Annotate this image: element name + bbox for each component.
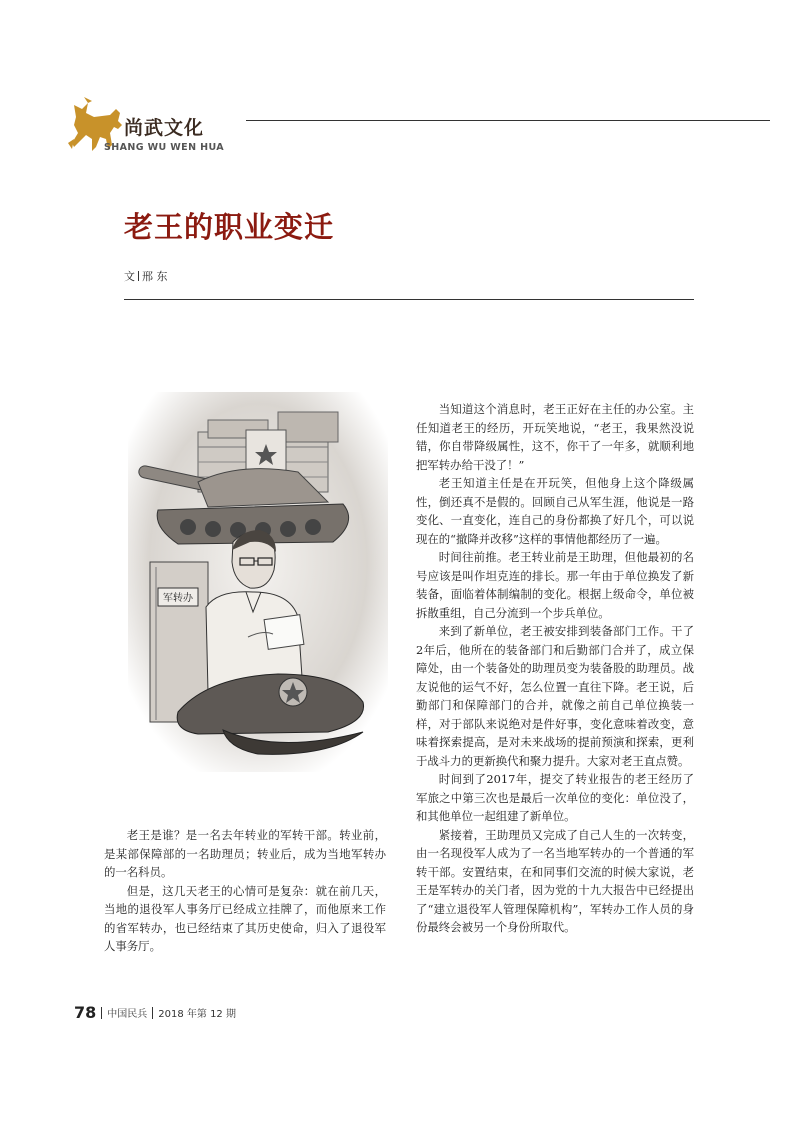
- article-illustration: [128, 392, 388, 772]
- title-divider: [124, 299, 694, 300]
- paragraph: 但是，这几天老王的心情可是复杂：就在前几天，当地的退役军人事务厅已经成立挂牌了，而他原来工作的省军转办，也已经结束了其历史使命，归入了退役军人事务厅。: [104, 883, 386, 953]
- paragraph: 来到了新单位，老王被安排到装备部门工作。干了2年后，他所在的装备部门和后勤部门合并了，成立保障处，由一个装备处的助理员变为装备股的助理员。战友说他的运气不好，怎么位置一直往下降。老王说，后勤部门和保障部门的合并，就像之前自己单位换装一样，对于部队来说绝对是件好事，变化意味着改变，意味着探索提高，是对未来战场的提前预演和探索，更利于战斗力的更新换代和聚力提升。大家对老王直点赞。: [416, 624, 694, 768]
- paragraph: 紧接着，王助理员又完成了自己人生的一次转变，由一名现役军人成为了一名当地军转办的一个普通的军转干部。安置结束，在和同事们交流的时候大家说，老王是军转办的关门者，因为党的十九大报告中已经提出了“建立退役军人管理保障机构”，军转办工作人员的身份最终会被另一个身份所取代。: [416, 827, 694, 934]
- paragraph: 时间到了2017年，提交了转业报告的老王经历了军旅之中第三次也是最后一次单位的变化：单位没了，和其他单位一起组建了新单位。: [416, 772, 694, 823]
- article-body-right-column: [416, 400, 694, 937]
- header-divider: [246, 120, 770, 121]
- page-footer: [74, 1003, 236, 1022]
- section-title: 尚武文化: [124, 117, 205, 139]
- paragraph: 当知道这个消息时，老王正好在主任的办公室。主任知道老王的经历，开玩笑地说，“老王，我果然没说错，你自带降级属性，这不，你干了一年多，就顺利地把军转办给干没了！”: [416, 402, 694, 472]
- byline-prefix: 文: [124, 270, 135, 283]
- author-name: 邢 东: [142, 270, 168, 283]
- footer-separator: [152, 1007, 153, 1019]
- article-title: 老王的职业变迁: [124, 210, 335, 244]
- article-body-left-column: [104, 826, 386, 956]
- magazine-name: 中国民兵: [107, 1009, 148, 1020]
- section-title-pinyin: SHANG WU WEN HUA: [104, 142, 225, 153]
- page-number: 78: [74, 1003, 97, 1022]
- issue-label: 2018 年第 12 期: [158, 1009, 236, 1020]
- door-sign-text: 军转办: [163, 593, 193, 604]
- paragraph: 时间往前推。老王转业前是王助理，但他最初的名号应该是叫作坦克连的排长。那一年由于单位换发了新装备，面临着体制编制的变化。根据上级命令，单位被拆散重组，自己分流到一个步兵单位。: [416, 550, 694, 620]
- byline: [124, 268, 168, 284]
- byline-separator: [138, 271, 139, 281]
- paragraph: 老王知道主任是在开玩笑，但他身上这个降级属性，倒还真不是假的。回顾自己从军生涯，他说是一路变化、一直变化，连自己的身份都换了好几个，可以说现在的“撤降并改移”这样的事情他都经历了一遍。: [416, 476, 694, 546]
- footer-separator: [101, 1007, 102, 1019]
- paragraph: 老王是谁？是一名去年转业的军转干部。转业前，是某部保障部的一名助理员；转业后，成为当地军转办的一名科员。: [104, 828, 386, 879]
